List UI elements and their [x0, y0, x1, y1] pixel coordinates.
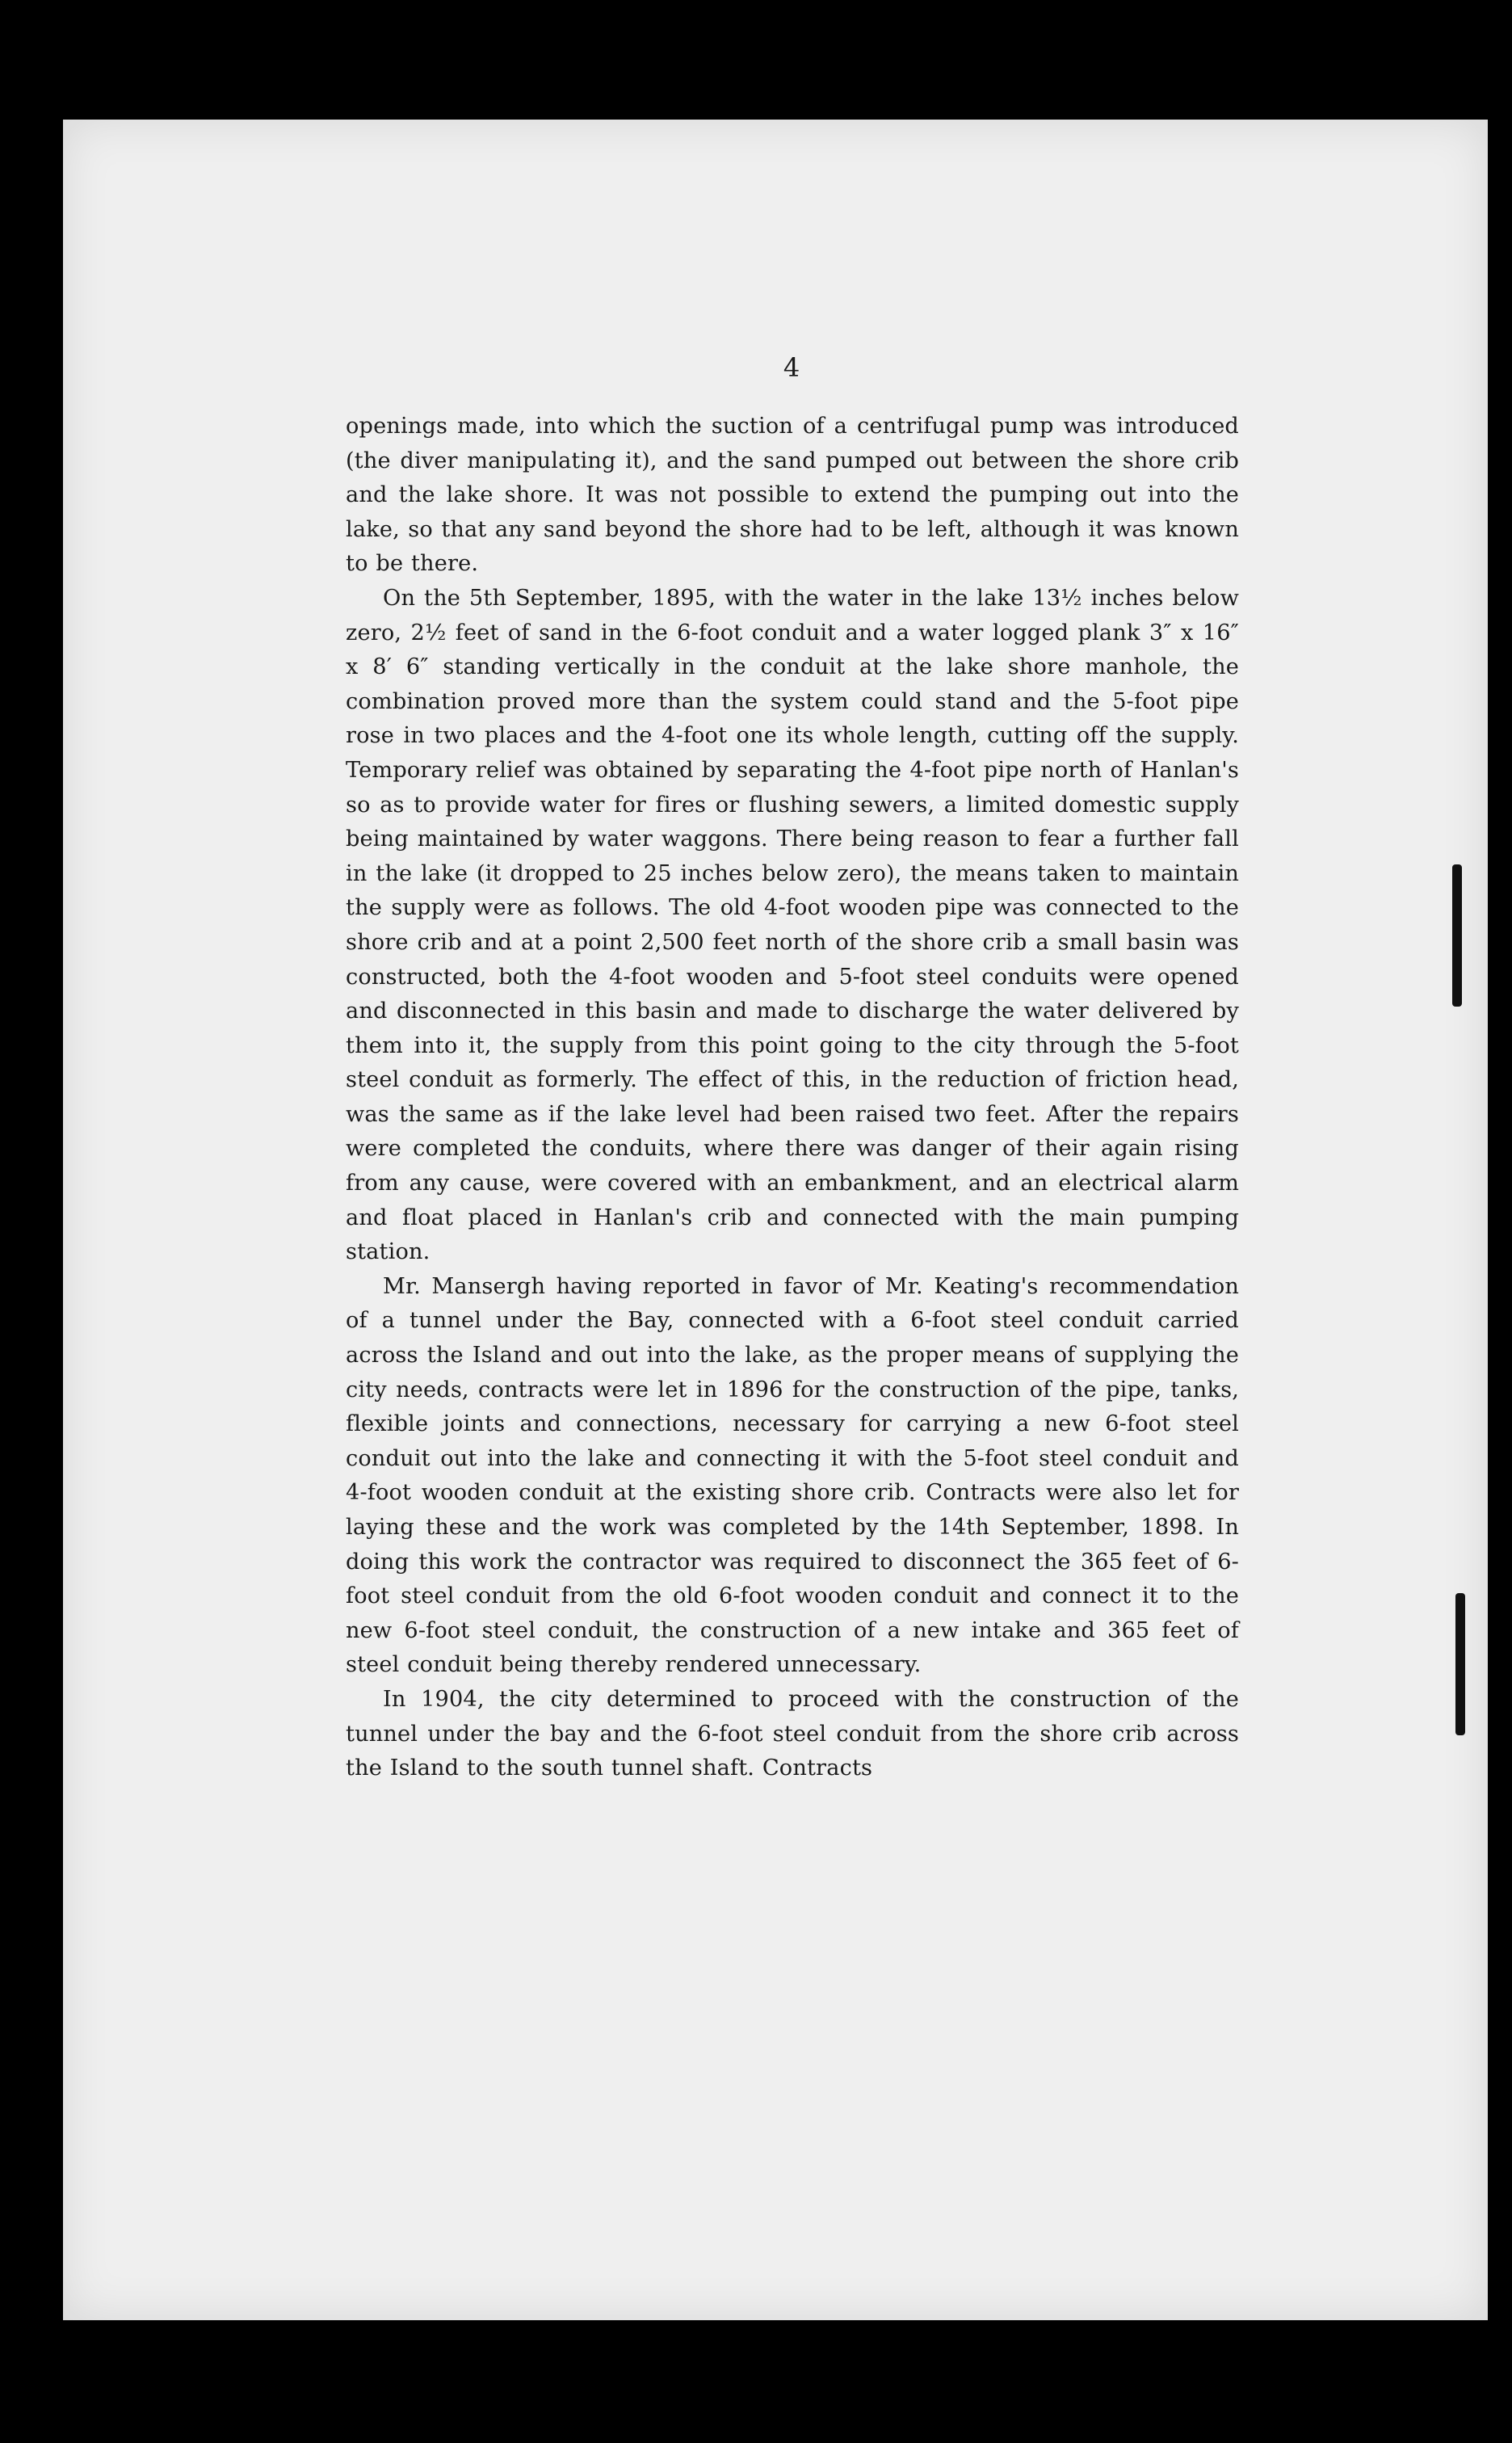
margin-mark-lower [1455, 1593, 1465, 1735]
paragraph-3: Mr. Mansergh having reported in favor of Mr. Keating's recommendation of a tunnel under the Bay, connected with a 6-foot steel conduit carried across the Island and out into the lake, as the proper means of supplying the city needs, contracts were let in 1896 for the construction of the pipe, tanks, flexible joints and connections, necessary for carrying a new 6-foot steel conduit out into the lake and connecting it with the 5-foot steel conduit and 4-foot wooden conduit at the existing shore crib. Contracts were also let for laying these and the work was completed by the 14th September, 1898. In doing this work the contractor was required to disconnect the 365 feet of 6-foot steel conduit from the old 6-foot wooden conduit and connect it to the new 6-foot steel conduit, the construction of a new intake and 365 feet of steel conduit being thereby rendered unnecessary. [346, 1273, 1239, 1678]
paragraph-2: On the 5th September, 1895, with the water in the lake 13½ inches below zero, 2½ feet of sand in the 6-foot conduit and a water logged plank 3″ x 16″ x 8′ 6″ standing vertically in the conduit at the lake shore manhole, the combination proved more than the system could stand and the 5-foot pipe rose in two places and the 4-foot one its whole length, cutting off the supply. Temporary relief was obtained by separating the 4-foot pipe north of Hanlan's so as to provide water for fires or flushing sewers, a limited domestic supply being maintained by water waggons. There being reason to fear a further fall in the lake (it dropped to 25 inches below zero), the means taken to maintain the supply were as follows. The old 4-foot wooden pipe was connected to the shore crib and at a point 2,500 feet north of the shore crib a small basin was constructed, both the 4-foot wooden and 5-foot steel conduits were opened and disconnected in this basin and made to discharge the water delivered by them into it, the supply from this point going to the city through the 5-foot steel conduit as formerly. The effect of this, in the reduction of friction head, was the same as if the lake level had been raised two feet. After the repairs were completed the conduits, where there was danger of their again rising from any cause, were covered with an embankment, and an electrical alarm and float placed in Hanlan's crib and connected with the main pumping station. [346, 585, 1239, 1265]
paragraph-4: In 1904, the city determined to proceed with the construction of the tunnel under the bay and the 6-foot steel conduit from the shore crib across the Island to the south tunnel shaft. Contracts [346, 1686, 1239, 1781]
margin-mark-upper [1452, 864, 1462, 1007]
paragraph-1: openings made, into which the suction of a centrifugal pump was introduced (the diver manipulating it), and the sand pumped out between the shore crib and the lake shore. It was not possible to extend the pumping out into the lake, so that any sand beyond the shore had to be left, although it was known to be there. [346, 414, 1239, 577]
page-number: 4 [783, 352, 800, 383]
body-text [346, 410, 1239, 1786]
